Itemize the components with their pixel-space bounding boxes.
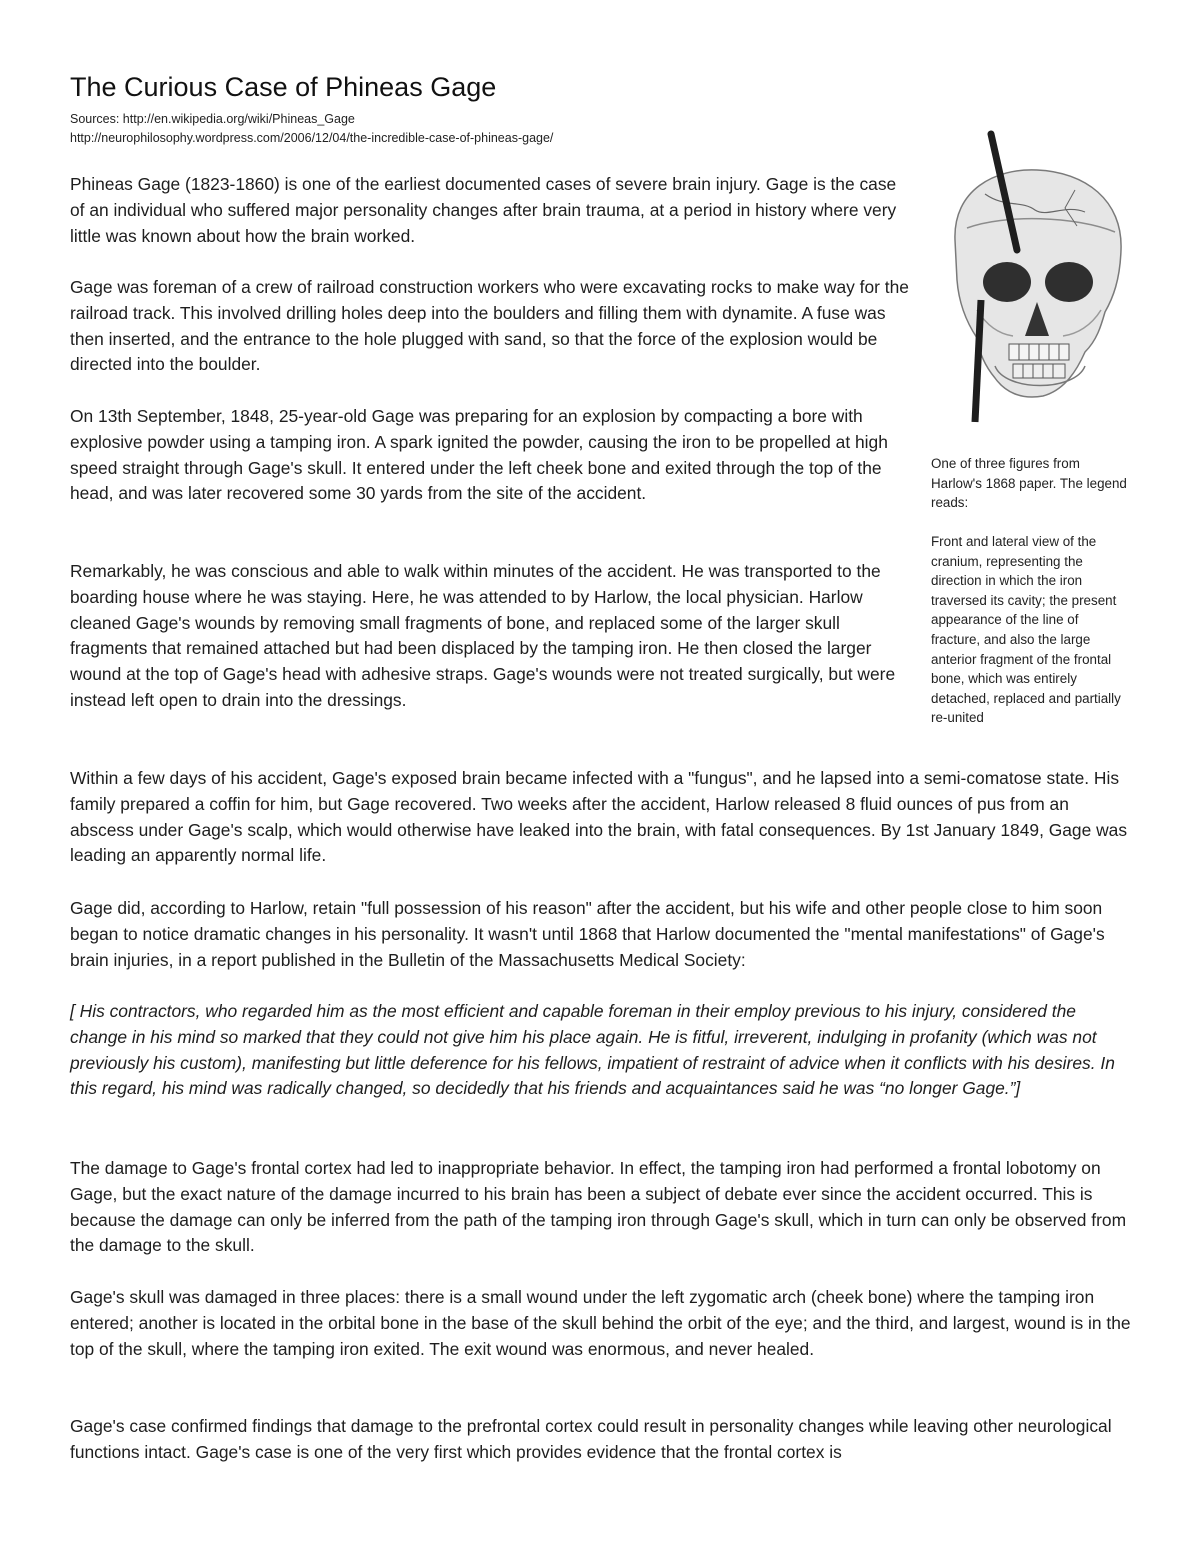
paragraph-conclusion: Gage's case confirmed findings that damage to the prefrontal cortex could result in personality changes while leaving other neurological functions intact. Gage's case is one of the very first which provides evidence that the frontal cortex is — [70, 1416, 1112, 1462]
figure-caption: One of three figures from Harlow's 1868 paper. The legend reads: — [931, 456, 1127, 511]
paragraph-treatment: Remarkably, he was conscious and able to walk within minutes of the accident. He was transported to the boarding house where he was staying. Here, he was attended to by Harlow, the local physician. Harlow cleaned Gage's wounds by removing small fragments of bone, and replaced some of the larger skull fragments that remained attached but had been displaced by the tamping iron. He then closed the larger wound at the top of Gage's head with adhesive straps. Gage's wounds were not treated surgically, but were instead left open to drain into the dressings. — [70, 561, 896, 710]
paragraph-harlow-report: Gage did, according to Harlow, retain "full possession of his reason" after the accident, but his wife and other people close to him soon began to notice dramatic changes in his personality. It wasn't until 1868 that Harlow documented the "mental manifestations" of Gage's brain injuries, in a report published in the Bulletin of the Massachusetts Medical Society: — [70, 898, 1105, 970]
paragraph-accident: On 13th September, 1848, 25-year-old Gage was preparing for an explosion by compacting a bore with explosive powder using a tamping iron. A spark ignited the powder, causing the iron to be propelled at high speed straight through Gage's skull. It entered under the left cheek bone and exited through the top of the head, and was later recovered some 30 yards from the site of the accident. — [70, 406, 888, 504]
source-link-wikipedia[interactable]: Sources: http://en.wikipedia.org/wiki/Phineas_Gage — [70, 112, 355, 126]
paragraph-frontal-cortex: The damage to Gage's frontal cortex had led to inappropriate behavior. In effect, the tamping iron had performed a frontal lobotomy on Gage, but the exact nature of the damage incurred to his brain has been a subject of debate ever since the accident occurred. This is because the damage can only be inferred from the path of the tamping iron through Gage's skull, which in turn can only be observed from the damage to the skull. — [70, 1158, 1127, 1256]
paragraph-intro: Phineas Gage (1823-1860) is one of the earliest documented cases of severe brain injury. Gage is the case of an individual who suffered major personality changes after brain trauma, at a period in history where very little was known about how the brain worked. — [70, 174, 897, 246]
paragraph-recovery: Within a few days of his accident, Gage's exposed brain became infected with a "fungus", and he lapsed into a semi-comatose state. His family prepared a coffin for him, but Gage recovered. Two weeks after the accident, Harlow released 8 fluid ounces of pus from an abscess under Gage's scalp, which would otherwise have leaked into the brain, with fatal consequences. By 1st January 1849, Gage was leading an apparently normal life. — [70, 768, 1128, 866]
paragraph-skull-damage: Gage's skull was damaged in three places: there is a small wound under the left zygomatic arch (cheek bone) where the tamping iron entered; another is located in the orbital bone in the base of the skull behind the orbit of the eye; and the third, and largest, wound is in the top of the skull, where the tamping iron exited. The exit wound was enormous, and never healed. — [70, 1287, 1131, 1359]
figure-legend: Front and lateral view of the cranium, representing the direction in which the iron traversed its cavity; the present appearance of the line of fracture, and also the large anterior fragment of the frontal bone, which was entirely detached, replaced and partially re-united — [931, 534, 1121, 726]
skull-with-tamping-iron-image — [925, 130, 1137, 426]
source-link-neurophilosophy[interactable]: http://neurophilosophy.wordpress.com/2006/12/04/the-incredible-case-of-phineas-gage/ — [70, 131, 554, 145]
paragraph-railroad-crew: Gage was foreman of a crew of railroad construction workers who were excavating rocks to make way for the railroad track. This involved drilling holes deep into the boulders and filling them with dynamite. A fuse was then inserted, and the entrance to the hole plugged with sand, so that the force of the explosion would be directed into the boulder. — [70, 277, 909, 375]
harlow-quote: [ His contractors, who regarded him as the most efficient and capable foreman in their employ previous to his injury, considered the change in his mind so marked that they could not give him his place again. He is fitful, irreverent, indulging in profanity (which was not previously his custom), manifesting but little deference for his fellows, impatient of restraint of advice when it conflicts with his desires. In this regard, his mind was radically changed, so decidedly that his friends and acquaintances said he was “no longer Gage.”] — [70, 1001, 1115, 1099]
sources-block — [70, 110, 553, 148]
page-title: The Curious Case of Phineas Gage — [70, 72, 497, 102]
